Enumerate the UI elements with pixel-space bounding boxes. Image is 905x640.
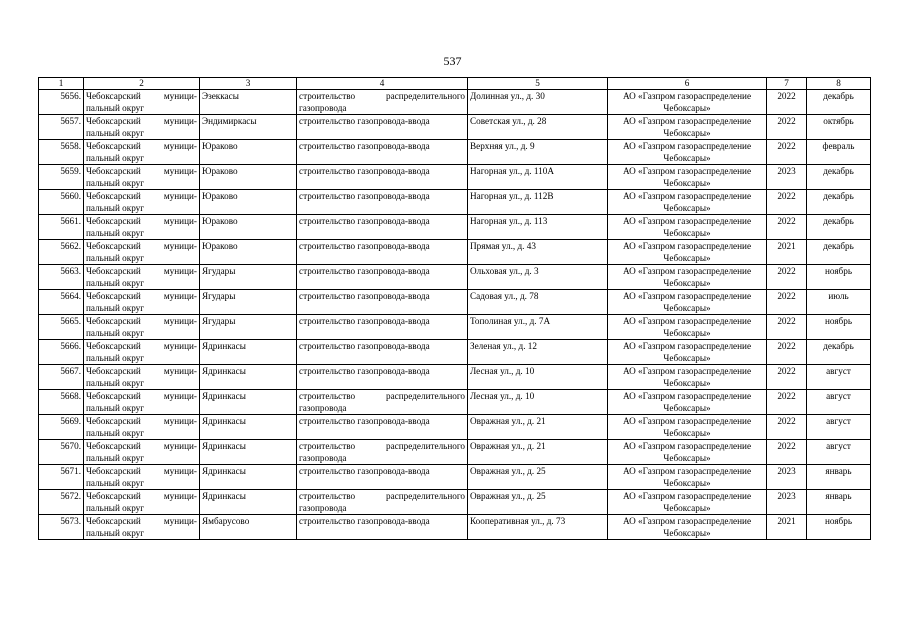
work-type-cell: строительство газопровода-ввода (297, 515, 468, 540)
month-cell: декабрь (807, 240, 871, 265)
settlement-cell: Ягудары (200, 315, 297, 340)
address-cell: Прямая ул., д. 43 (468, 240, 608, 265)
column-header: 3 (200, 78, 297, 90)
table-row (39, 315, 871, 340)
organization-cell: АО «Газпром газораспределение Чебоксары» (608, 440, 767, 465)
organization-cell: АО «Газпром газораспределение Чебоксары» (608, 140, 767, 165)
row-number: 5667. (39, 365, 84, 390)
settlement-cell: Эзеккасы (200, 90, 297, 115)
organization-cell: АО «Газпром газораспределение Чебоксары» (608, 315, 767, 340)
work-type-cell: строительство газопровода-ввода (297, 465, 468, 490)
table-row (39, 215, 871, 240)
row-number: 5668. (39, 390, 84, 415)
district-cell: Чебоксарский муници-пальный округ (84, 190, 200, 215)
address-cell: Овражная ул., д. 21 (468, 440, 608, 465)
table-row (39, 190, 871, 215)
row-number: 5673. (39, 515, 84, 540)
work-type-cell: строительство распределительного газопровода (297, 90, 468, 115)
month-cell: ноябрь (807, 315, 871, 340)
month-cell: июль (807, 290, 871, 315)
address-cell: Лесная ул., д. 10 (468, 390, 608, 415)
month-cell: октябрь (807, 115, 871, 140)
row-number: 5660. (39, 190, 84, 215)
work-type-cell: строительство газопровода-ввода (297, 240, 468, 265)
settlement-cell: Эндимиркасы (200, 115, 297, 140)
row-number: 5658. (39, 140, 84, 165)
row-number: 5671. (39, 465, 84, 490)
column-header: 8 (807, 78, 871, 90)
year-cell: 2021 (767, 515, 807, 540)
table-row (39, 440, 871, 465)
work-type-cell: строительство газопровода-ввода (297, 215, 468, 240)
district-cell: Чебоксарский муници-пальный округ (84, 390, 200, 415)
year-cell: 2022 (767, 140, 807, 165)
year-cell: 2022 (767, 215, 807, 240)
settlement-cell: Ядринкасы (200, 465, 297, 490)
year-cell: 2022 (767, 415, 807, 440)
work-type-cell: строительство газопровода-ввода (297, 265, 468, 290)
year-cell: 2022 (767, 90, 807, 115)
organization-cell: АО «Газпром газораспределение Чебоксары» (608, 365, 767, 390)
column-header: 5 (468, 78, 608, 90)
month-cell: ноябрь (807, 515, 871, 540)
table-row (39, 515, 871, 540)
work-type-cell: строительство газопровода-ввода (297, 315, 468, 340)
column-header: 1 (39, 78, 84, 90)
month-cell: декабрь (807, 90, 871, 115)
organization-cell: АО «Газпром газораспределение Чебоксары» (608, 240, 767, 265)
row-number: 5665. (39, 315, 84, 340)
year-cell: 2023 (767, 490, 807, 515)
row-number: 5669. (39, 415, 84, 440)
row-number: 5661. (39, 215, 84, 240)
month-cell: август (807, 390, 871, 415)
work-type-cell: строительство газопровода-ввода (297, 365, 468, 390)
organization-cell: АО «Газпром газораспределение Чебоксары» (608, 215, 767, 240)
year-cell: 2022 (767, 365, 807, 390)
district-cell: Чебоксарский муници-пальный округ (84, 290, 200, 315)
settlement-cell: Юраково (200, 140, 297, 165)
table-row (39, 390, 871, 415)
row-number: 5670. (39, 440, 84, 465)
month-cell: январь (807, 490, 871, 515)
organization-cell: АО «Газпром газораспределение Чебоксары» (608, 515, 767, 540)
year-cell: 2022 (767, 290, 807, 315)
month-cell: декабрь (807, 165, 871, 190)
settlement-cell: Ядринкасы (200, 490, 297, 515)
row-number: 5659. (39, 165, 84, 190)
table-row (39, 240, 871, 265)
district-cell: Чебоксарский муници-пальный округ (84, 165, 200, 190)
address-cell: Лесная ул., д. 10 (468, 365, 608, 390)
table-row (39, 365, 871, 390)
month-cell: август (807, 365, 871, 390)
address-cell: Тополиная ул., д. 7А (468, 315, 608, 340)
row-number: 5663. (39, 265, 84, 290)
settlement-cell: Ядринкасы (200, 390, 297, 415)
district-cell: Чебоксарский муници-пальный округ (84, 365, 200, 390)
year-cell: 2023 (767, 165, 807, 190)
column-header: 2 (84, 78, 200, 90)
work-type-cell: строительство распределительного газопровода (297, 390, 468, 415)
address-cell: Нагорная ул., д. 112В (468, 190, 608, 215)
address-cell: Овражная ул., д. 25 (468, 465, 608, 490)
data-table (38, 77, 871, 540)
column-header: 7 (767, 78, 807, 90)
address-cell: Зеленая ул., д. 12 (468, 340, 608, 365)
row-number: 5664. (39, 290, 84, 315)
address-cell: Нагорная ул., д. 110А (468, 165, 608, 190)
work-type-cell: строительство распределительного газопровода (297, 490, 468, 515)
organization-cell: АО «Газпром газораспределение Чебоксары» (608, 415, 767, 440)
work-type-cell: строительство газопровода-ввода (297, 165, 468, 190)
organization-cell: АО «Газпром газораспределение Чебоксары» (608, 290, 767, 315)
address-cell: Советская ул., д. 28 (468, 115, 608, 140)
year-cell: 2022 (767, 115, 807, 140)
district-cell: Чебоксарский муници-пальный округ (84, 115, 200, 140)
table-row (39, 90, 871, 115)
year-cell: 2022 (767, 190, 807, 215)
district-cell: Чебоксарский муници-пальный округ (84, 415, 200, 440)
organization-cell: АО «Газпром газораспределение Чебоксары» (608, 490, 767, 515)
table-row (39, 490, 871, 515)
organization-cell: АО «Газпром газораспределение Чебоксары» (608, 265, 767, 290)
work-type-cell: строительство газопровода-ввода (297, 415, 468, 440)
table-row (39, 265, 871, 290)
table-row (39, 115, 871, 140)
year-cell: 2023 (767, 465, 807, 490)
settlement-cell: Юраково (200, 190, 297, 215)
district-cell: Чебоксарский муници-пальный округ (84, 490, 200, 515)
organization-cell: АО «Газпром газораспределение Чебоксары» (608, 90, 767, 115)
work-type-cell: строительство газопровода-ввода (297, 290, 468, 315)
district-cell: Чебоксарский муници-пальный округ (84, 515, 200, 540)
district-cell: Чебоксарский муници-пальный округ (84, 465, 200, 490)
work-type-cell: строительство газопровода-ввода (297, 190, 468, 215)
settlement-cell: Юраково (200, 165, 297, 190)
address-cell: Кооперативная ул., д. 73 (468, 515, 608, 540)
settlement-cell: Ямбарусово (200, 515, 297, 540)
settlement-cell: Юраково (200, 215, 297, 240)
table-body (39, 90, 871, 540)
address-cell: Долинная ул., д. 30 (468, 90, 608, 115)
month-cell: ноябрь (807, 265, 871, 290)
month-cell: февраль (807, 140, 871, 165)
table-row (39, 290, 871, 315)
address-cell: Овражная ул., д. 25 (468, 490, 608, 515)
organization-cell: АО «Газпром газораспределение Чебоксары» (608, 165, 767, 190)
settlement-cell: Ядринкасы (200, 365, 297, 390)
organization-cell: АО «Газпром газораспределение Чебоксары» (608, 340, 767, 365)
district-cell: Чебоксарский муници-пальный округ (84, 240, 200, 265)
table-row (39, 165, 871, 190)
table-row (39, 415, 871, 440)
month-cell: август (807, 415, 871, 440)
row-number: 5672. (39, 490, 84, 515)
address-cell: Ольховая ул., д. 3 (468, 265, 608, 290)
address-cell: Садовая ул., д. 78 (468, 290, 608, 315)
settlement-cell: Ядринкасы (200, 440, 297, 465)
work-type-cell: строительство распределительного газопровода (297, 440, 468, 465)
settlement-cell: Ягудары (200, 265, 297, 290)
month-cell: январь (807, 465, 871, 490)
column-header: 6 (608, 78, 767, 90)
work-type-cell: строительство газопровода-ввода (297, 340, 468, 365)
organization-cell: АО «Газпром газораспределение Чебоксары» (608, 465, 767, 490)
header-row (39, 78, 871, 90)
year-cell: 2022 (767, 390, 807, 415)
settlement-cell: Юраково (200, 240, 297, 265)
organization-cell: АО «Газпром газораспределение Чебоксары» (608, 390, 767, 415)
district-cell: Чебоксарский муници-пальный округ (84, 90, 200, 115)
month-cell: декабрь (807, 340, 871, 365)
column-header: 4 (297, 78, 468, 90)
district-cell: Чебоксарский муници-пальный округ (84, 215, 200, 240)
month-cell: декабрь (807, 215, 871, 240)
month-cell: декабрь (807, 190, 871, 215)
address-cell: Верхняя ул., д. 9 (468, 140, 608, 165)
table-row (39, 340, 871, 365)
district-cell: Чебоксарский муници-пальный округ (84, 340, 200, 365)
row-number: 5666. (39, 340, 84, 365)
table-row (39, 465, 871, 490)
settlement-cell: Ягудары (200, 290, 297, 315)
work-type-cell: строительство газопровода-ввода (297, 140, 468, 165)
year-cell: 2022 (767, 265, 807, 290)
settlement-cell: Ядринкасы (200, 340, 297, 365)
district-cell: Чебоксарский муници-пальный округ (84, 440, 200, 465)
year-cell: 2022 (767, 340, 807, 365)
year-cell: 2022 (767, 315, 807, 340)
address-cell: Овражная ул., д. 21 (468, 415, 608, 440)
year-cell: 2021 (767, 240, 807, 265)
year-cell: 2022 (767, 440, 807, 465)
page-number: 537 (443, 54, 462, 68)
organization-cell: АО «Газпром газораспределение Чебоксары» (608, 190, 767, 215)
district-cell: Чебоксарский муници-пальный округ (84, 140, 200, 165)
address-cell: Нагорная ул., д. 113 (468, 215, 608, 240)
row-number: 5656. (39, 90, 84, 115)
work-type-cell: строительство газопровода-ввода (297, 115, 468, 140)
district-cell: Чебоксарский муници-пальный округ (84, 315, 200, 340)
row-number: 5662. (39, 240, 84, 265)
district-cell: Чебоксарский муници-пальный округ (84, 265, 200, 290)
table-row (39, 140, 871, 165)
settlement-cell: Ядринкасы (200, 415, 297, 440)
organization-cell: АО «Газпром газораспределение Чебоксары» (608, 115, 767, 140)
row-number: 5657. (39, 115, 84, 140)
month-cell: август (807, 440, 871, 465)
